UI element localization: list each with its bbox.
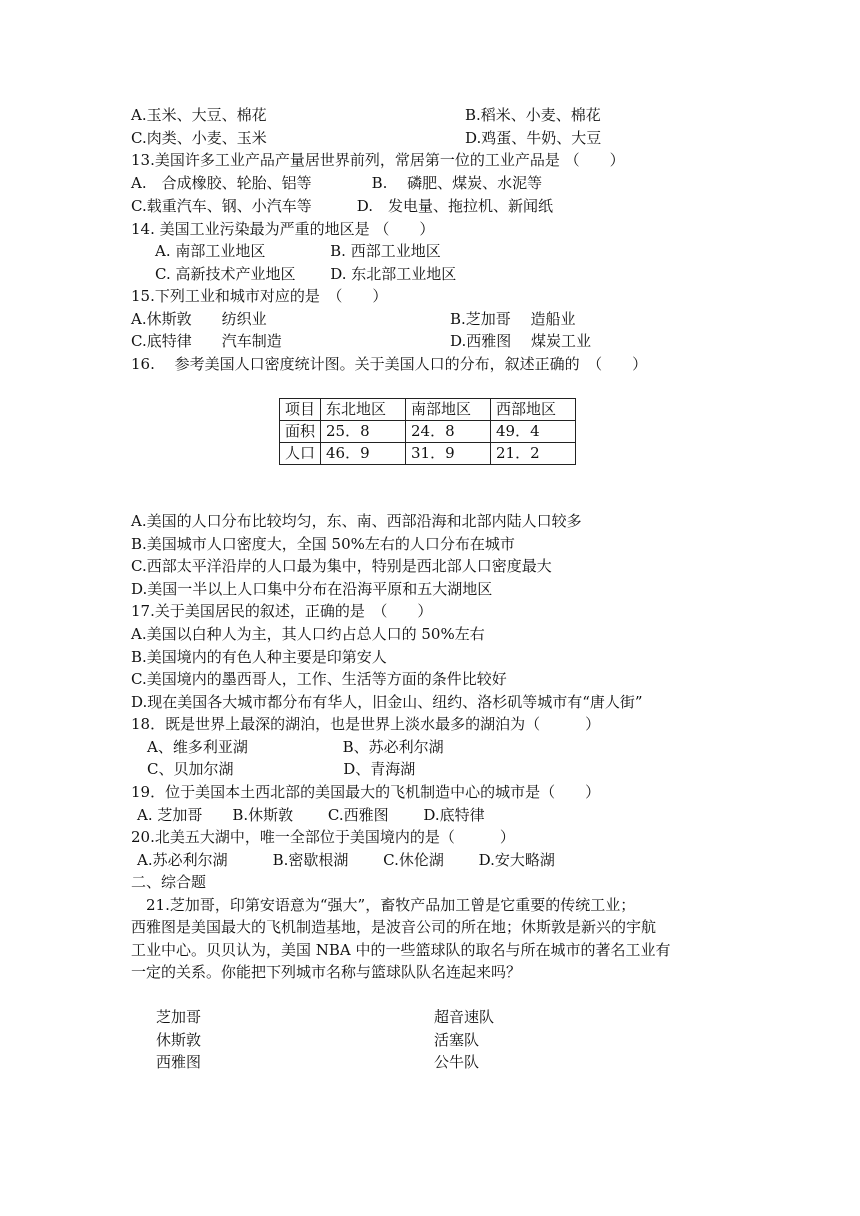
team-name: 公牛队 — [434, 1053, 480, 1071]
q13-options-cd: C.载重汽车、钢、小汽车等 D. 发电量、拖拉机、新闻纸 — [131, 197, 553, 215]
q13-options-ab: A. 合成橡胶、轮胎、铝等 B. 磷肥、煤炭、水泥等 — [131, 174, 543, 192]
q13-stem: 13.美国许多工业产品产量居世界前列，常居第一位的工业产品是 （ ） — [131, 151, 625, 169]
q15-option-a: A.休斯敦 纺织业 — [131, 310, 267, 328]
q14-options-cd: C. 高新技术产业地区 D. 东北部工业地区 — [155, 265, 457, 283]
table-cell: 面积 — [280, 421, 321, 443]
q18-stem: 18．既是世界上最深的湖泊，也是世界上淡水最多的湖泊为（ ） — [131, 715, 601, 733]
city-name: 西雅图 — [156, 1053, 202, 1071]
q15-stem: 15.下列工业和城市对应的是 （ ） — [131, 287, 388, 305]
q17-option-a: A.美国以白种人为主，其人口约占总人口的 50%左右 — [131, 625, 485, 643]
table-cell: 49．4 — [491, 421, 576, 443]
q14-stem: 14. 美国工业污染最为严重的地区是 （ ） — [131, 220, 435, 238]
q17-stem: 17.关于美国居民的叙述，正确的是 （ ） — [131, 602, 433, 620]
q20-options: A.苏必利尔湖 B.密歇根湖 C.休伦湖 D.安大略湖 — [137, 851, 555, 869]
table-cell: 25．8 — [321, 421, 406, 443]
q20-stem: 20.北美五大湖中，唯一全部位于美国境内的是（ ） — [131, 828, 515, 846]
q16-stem: 16. 参考美国人口密度统计图。关于美国人口的分布，叙述正确的 （ ） — [131, 355, 648, 373]
q21-paragraph-line: 一定的关系。你能把下列城市名称与篮球队队名连起来吗？ — [131, 963, 522, 981]
q16-option-a: A.美国的人口分布比较均匀，东、南、西部沿海和北部内陆人口较多 — [131, 512, 582, 530]
q16-option-b: B.美国城市人口密度大，全国 50%左右的人口分布在城市 — [131, 535, 515, 553]
table-cell: 46．9 — [321, 443, 406, 465]
q17-option-c: C.美国境内的墨西哥人，工作、生活等方面的条件比较好 — [131, 670, 507, 688]
q21-paragraph-line: 西雅图是美国最大的飞机制造基地，是波音公司的所在地；休斯敦是新兴的宇航 — [131, 918, 657, 936]
team-name: 活塞队 — [434, 1031, 480, 1049]
table-header-cell: 西部地区 — [491, 399, 576, 421]
q12-option-c: C.肉类、小麦、玉米 — [131, 129, 267, 147]
population-table — [279, 398, 576, 465]
q17-option-b: B.美国境内的有色人种主要是印第安人 — [131, 648, 387, 666]
q12-option-d: D.鸡蛋、牛奶、大豆 — [465, 129, 602, 147]
table-header-cell: 项目 — [280, 399, 321, 421]
q19-stem: 19．位于美国本土西北部的美国最大的飞机制造中心的城市是（ ） — [131, 783, 601, 801]
q18-options-ab: A、维多利亚湖 B、苏必利尔湖 — [147, 738, 444, 756]
q16-option-c: C.西部太平洋沿岸的人口最为集中，特别是西北部人口密度最大 — [131, 557, 552, 575]
q15-option-c: C.底特律 汽车制造 — [131, 332, 282, 350]
q19-options: A. 芝加哥 B.休斯敦 C.西雅图 D.底特律 — [137, 806, 485, 824]
table-row — [280, 399, 576, 421]
q15-option-d: D.西雅图 煤炭工业 — [450, 332, 592, 350]
q14-options-ab: A. 南部工业地区 B. 西部工业地区 — [155, 242, 441, 260]
table-header-cell: 东北地区 — [321, 399, 406, 421]
q21-paragraph-line: 21.芝加哥，印第安语意为“强大”，畜牧产品加工曾是它重要的传统工业； — [146, 896, 636, 914]
q17-option-d: D.现在美国各大城市都分布有华人，旧金山、纽约、洛杉矶等城市有“唐人街” — [131, 693, 643, 711]
q15-option-b: B.芝加哥 造船业 — [450, 310, 576, 328]
q12-option-b: B.稻米、小麦、棉花 — [465, 106, 601, 124]
city-name: 休斯敦 — [156, 1031, 202, 1049]
section-title: 二、综合题 — [131, 873, 207, 891]
q16-option-d: D.美国一半以上人口集中分布在沿海平原和五大湖地区 — [131, 580, 493, 598]
table-cell: 人口 — [280, 443, 321, 465]
table-cell: 24．8 — [406, 421, 491, 443]
q21-paragraph-line: 工业中心。贝贝认为，美国 NBA 中的一些篮球队的取名与所在城市的著名工业有 — [131, 941, 671, 959]
q18-options-cd: C、贝加尔湖 D、青海湖 — [147, 760, 416, 778]
table-row — [280, 443, 576, 465]
q12-option-a: A.玉米、大豆、棉花 — [131, 106, 267, 124]
table-header-cell: 南部地区 — [406, 399, 491, 421]
table-cell: 21．2 — [491, 443, 576, 465]
city-name: 芝加哥 — [156, 1008, 202, 1026]
table-row — [280, 421, 576, 443]
team-name: 超音速队 — [434, 1008, 495, 1026]
table-cell: 31．9 — [406, 443, 491, 465]
